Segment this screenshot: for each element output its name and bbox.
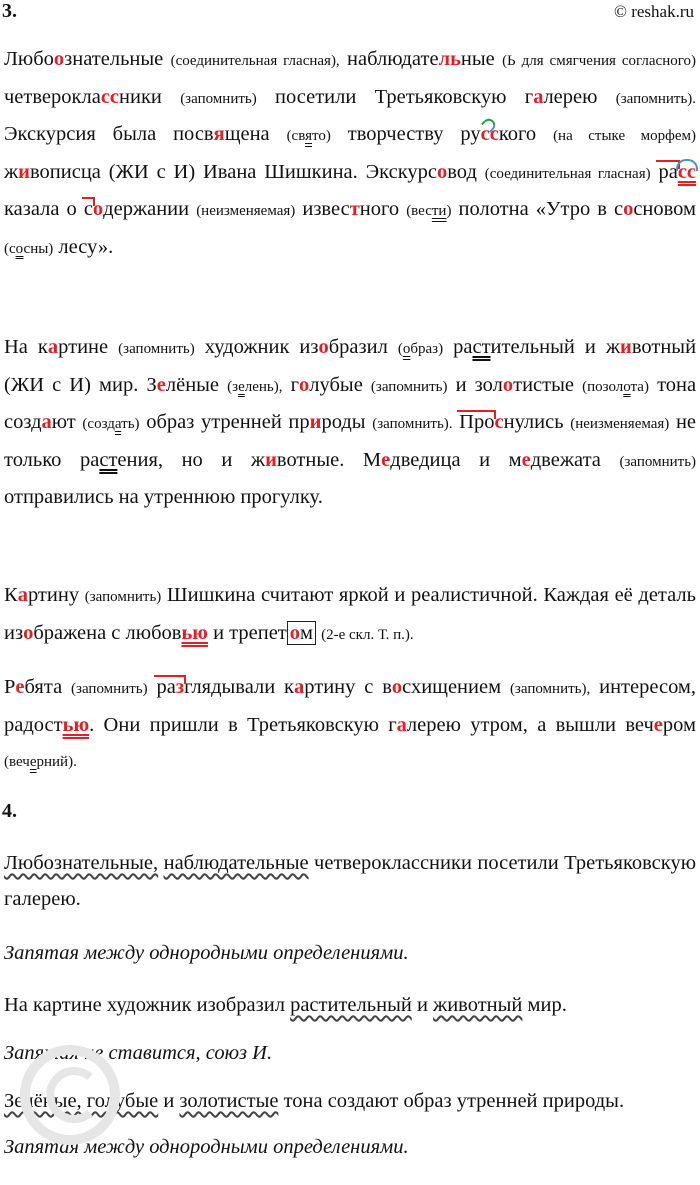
exercise4-sentence2: На картине художник изобразил растительный и животный мир.	[4, 994, 567, 1016]
exercise4-sentence1: Любознательные, наблюдательные четвероклассники посетили Третьяковскую галерею.	[4, 852, 697, 910]
exercise4-number: 4.	[2, 800, 17, 822]
ending-box: ом	[287, 621, 316, 645]
site-brand: © reshak.ru	[614, 2, 694, 21]
exercise3-paragraph4: Ребята (запомнить) разглядывали картину с восхищением (запомнить), интересом, радостью. Они пришли в Третьяковскую галерею утром, а вышли вечером (вечерний).	[4, 670, 696, 781]
exercise3-paragraph2: На картине (запомнить) художник изобразил (образ) растительный и животный (ЖИ с И) мир. Зелёные (зелень), голубые (запомнить) и золотистые (позолота) тона создают (создать) образ утренней природы (запомнить). Проснулись (неизменяемая) не только растения, но и животные. Медведица и медвежата (запомнить) отправились на утреннюю прогулку.	[4, 336, 697, 508]
morpheme-mark: сс	[481, 117, 499, 153]
page-header	[0, 0, 700, 26]
exercise-number: 3.	[2, 0, 17, 22]
exercise3-paragraph1: Любоознательные (соединительная гласная), наблюдательные (Ь для смягчения согласного) четвероклассники (запомнить) посетили Третьяковскую галерею (запомнить). Экскурсия была посвящена (свято) творчеству русского (на стыке морфем) живописца (ЖИ с И) Ивана Шишкина. Экскурсовод (соединительная гласная) рассказала о содержании (неизменяемая) известного (вести) полотна «Утро в сосновом (сосны) лесу».	[4, 48, 697, 258]
exercise4-comment1: Запятая между однородными определениями.	[4, 942, 409, 964]
exercise4-sentence3: Зелёные, голубые и золотистые тона создают образ утренней природы.	[4, 1090, 625, 1112]
exercise4-comment2: Запятая не ставится, союз И.	[4, 1042, 273, 1064]
exercise4-comment3: Запятая между однородными определениями.	[4, 1136, 409, 1158]
exercise3-paragraph3: Картину (запомнить) Шишкина считают яркой и реалистичной. Каждая её деталь изображена с любовью и трепет ом (2-е скл. Т. п.).	[4, 584, 697, 644]
